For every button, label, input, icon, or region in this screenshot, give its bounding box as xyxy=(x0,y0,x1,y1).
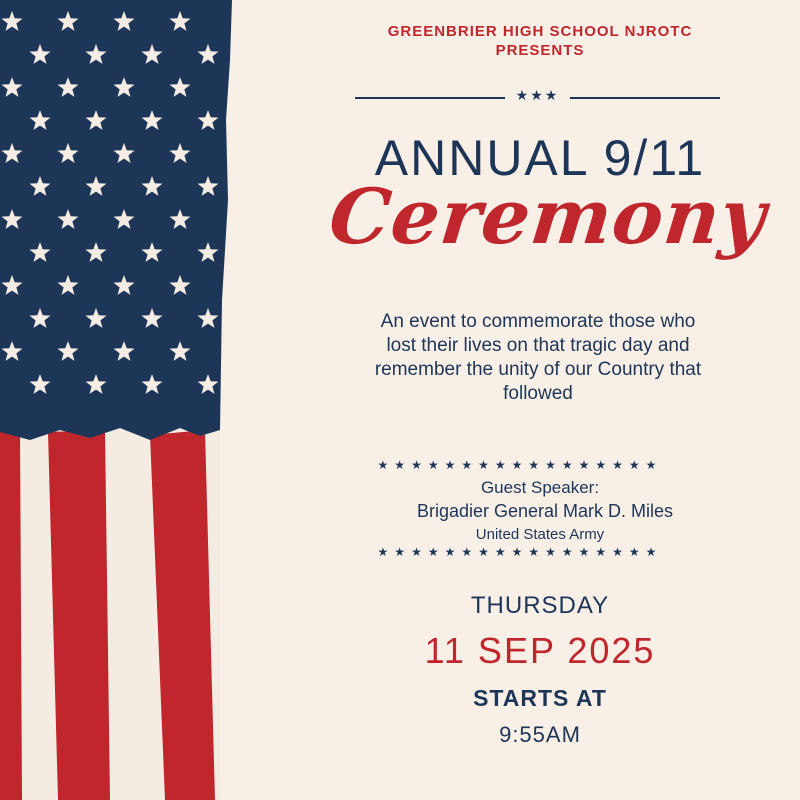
school-name: GREENBRIER HIGH SCHOOL NJROTC xyxy=(387,23,693,40)
event-description: An event to commemorate those who lost their lives on that tragic day and remember the unity of our Country that followed xyxy=(374,311,702,404)
event-time: 9:55AM xyxy=(499,722,581,747)
star-row-icon: ★★★★★★★★★★★★★★★★★ xyxy=(377,545,663,559)
three-stars-icon: ★★★ xyxy=(515,87,560,103)
guest-speaker-label: Guest Speaker: xyxy=(480,478,600,497)
event-subtitle: Ceremony xyxy=(325,172,771,261)
guest-speaker-name: Brigadier General Mark D. Miles xyxy=(416,501,674,521)
american-flag-icon xyxy=(0,0,240,800)
guest-speaker-org: United States Army xyxy=(475,526,605,543)
event-date: 11 SEP 2025 xyxy=(424,630,656,671)
star-row-icon: ★★★★★★★★★★★★★★★★★ xyxy=(377,458,663,472)
event-title: ANNUAL 9/11 xyxy=(374,130,706,186)
presents-label: PRESENTS xyxy=(495,42,585,59)
event-day: THURSDAY xyxy=(470,592,610,619)
presenter-line xyxy=(330,22,750,60)
title-divider xyxy=(355,87,720,104)
starts-at-label: STARTS AT xyxy=(473,685,607,711)
divider-line-left xyxy=(355,97,505,99)
divider-line-right xyxy=(570,97,720,99)
